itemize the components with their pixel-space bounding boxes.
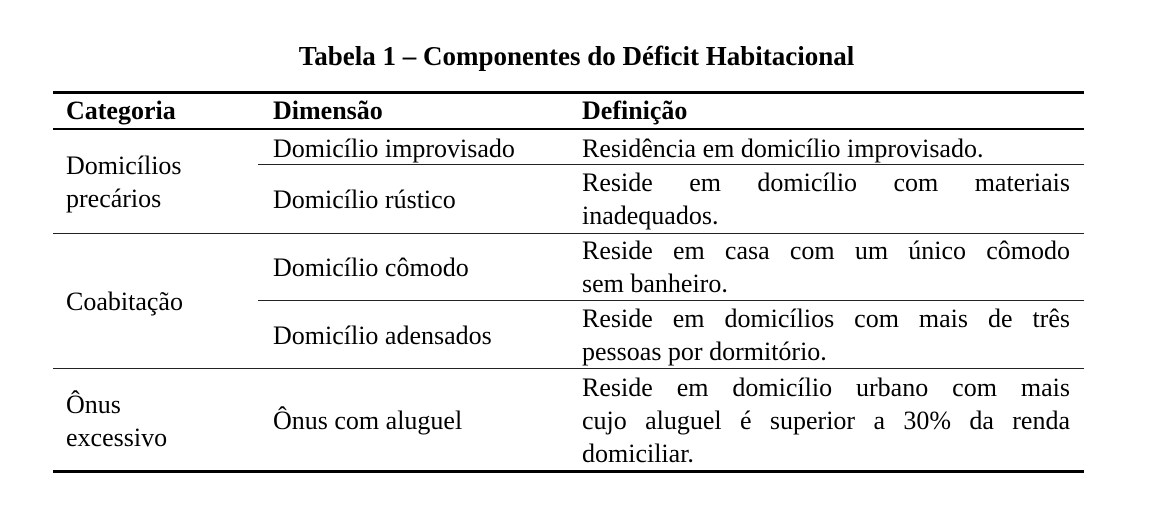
- header-definicao: Definição: [582, 96, 688, 125]
- definition-line: pessoas por dormitório.: [582, 337, 827, 366]
- definition-line: Reside em casa com um único cômodo: [582, 236, 1070, 265]
- definition-line: sem banheiro.: [582, 269, 728, 298]
- dimension-cell: Domicílio improvisado: [273, 134, 515, 163]
- definition-cell: [582, 132, 1070, 165]
- definition-line: Reside em domicílio urbano com mais: [582, 373, 1070, 402]
- dimension-cell: Domicílio rústico: [273, 185, 456, 214]
- category-line: precários: [66, 184, 162, 213]
- dimension-cell: Domicílio adensados: [273, 321, 492, 350]
- table-top-rule: [53, 91, 1084, 94]
- category-line: excessivo: [66, 423, 168, 452]
- definition-cell: [582, 371, 1070, 470]
- definition-cell: [582, 302, 1070, 368]
- definition-line: Reside em domicílios com mais de três: [582, 304, 1070, 333]
- definition-line: domiciliar.: [582, 439, 694, 468]
- category-line: Ônus: [66, 390, 121, 419]
- definition-line: cujo aluguel é superior a 30% da renda: [582, 406, 1070, 435]
- definition-line: Reside em domicílio com materiais: [582, 168, 1070, 197]
- row-divider-coabitacao: [258, 300, 1084, 301]
- definition-cell: [582, 234, 1070, 300]
- header-bottom-rule: [53, 128, 1084, 130]
- category-domicilios-precarios: [66, 149, 182, 215]
- header-dimensao: Dimensão: [273, 96, 383, 125]
- definition-line: Residência em domicílio improvisado.: [582, 134, 984, 163]
- table-title: Tabela 1 – Componentes do Déficit Habitacional: [298, 41, 855, 71]
- category-line: Domicílios: [66, 151, 182, 180]
- category-onus-excessivo: [66, 388, 167, 454]
- definition-cell: [582, 166, 1070, 232]
- header-categoria: Categoria: [66, 96, 176, 125]
- dimension-cell: Domicílio cômodo: [273, 253, 469, 282]
- group-divider-onus: [53, 368, 1084, 369]
- definition-line: inadequados.: [582, 201, 719, 230]
- dimension-cell: Ônus com aluguel: [273, 406, 463, 435]
- category-coabitacao: [66, 285, 183, 318]
- table-bottom-rule: [53, 470, 1084, 473]
- category-line: Coabitação: [66, 287, 183, 316]
